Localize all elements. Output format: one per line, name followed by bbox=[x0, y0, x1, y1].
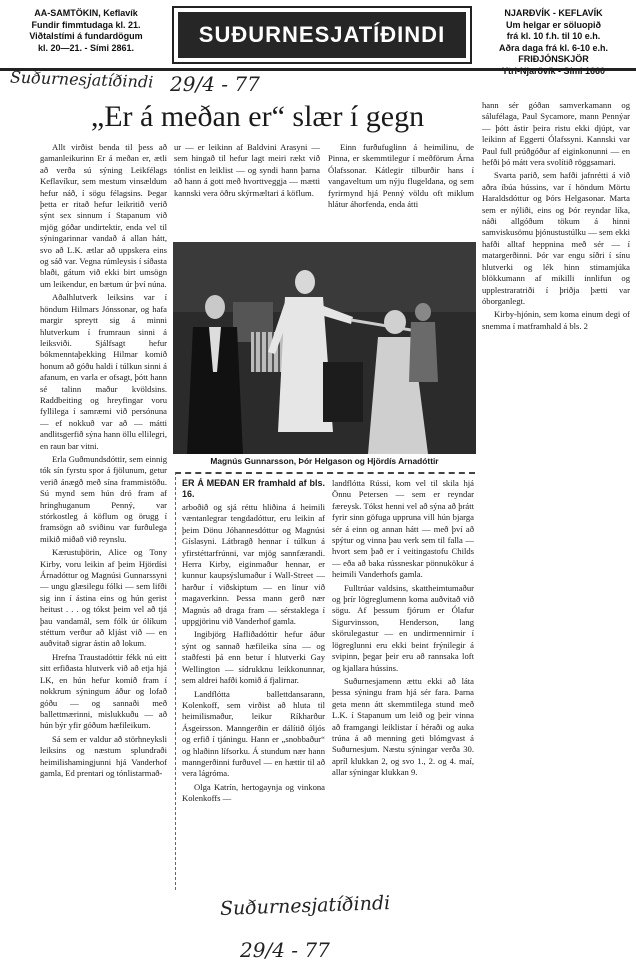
article-column-2 bbox=[174, 142, 320, 240]
handwritten-date-top: 29/4 - 77 bbox=[170, 72, 260, 96]
masthead-left-line: Fundir fimmtudaga kl. 21. bbox=[31, 19, 141, 30]
photo-caption: Magnús Gunnarsson, Þór Helgason og Hjördís Arnadóttir bbox=[210, 456, 439, 466]
paragraph: Kærustuþörin, Alice og Tony Kirby, voru leikin af þeim Hjördísi Árnadóttur og Magnúsi Gunnarssyni — ungu glæsilegu fólki — sem lifði sig inn í ástina eins og hún gerist heitust . . . og tókst þeim vel að tjá þau vandamál, sem fólk úr ólíkum stéttum verður að kljást við — en auðvitað sigrar ástin að lokum. bbox=[40, 547, 167, 649]
paragraph: ur — er leikinn af Baldvini Arasyni — sem hingað til hefur lagt meiri rækt við tónlist en leiklist — og syndi hann þarna að hann á gott með hvorttveggja — mætti kannski vera öðru skýrmæltari á köflum. bbox=[174, 142, 320, 198]
paragraph: Suðurnesjamenn ættu ekki að láta þessa sýningu fram hjá sér fara. Þarna geta menn átt skemmtilega stund með L.K. í Stapanum um leið og þeir vinna að framgangi leiklistar í héraði og auka trúna á að menning geti blómgvast á Suðurnesjum. Næstu sýningar verða 30. apríl klukkan 2, og svo 1., 2. og 4. maí, allar sýningar klukkan 9. bbox=[332, 675, 474, 778]
masthead-right-line: Aðra daga frá kl. 6-10 e.h. bbox=[498, 42, 609, 53]
masthead-right-ad bbox=[476, 8, 631, 77]
masthead-left-line: Viðtalstími á fundardögum bbox=[29, 31, 143, 41]
paragraph: landflótta Rússi, kom vel til skila hjá Önnu Petersen — sem er reyndar færeysk. Tókst henni vel að sýna að þrátt fyrir sinn göfuga uppruna vill hún bjarga sér á einn og annan hátt — með því að spýtur og vinna þau verk sem til falla — hvort sem það er í veitingastofu Childs — eða að baka rússneskar pönnukökur á heimili Vanderhofs gamla. bbox=[332, 478, 474, 580]
article-column-4 bbox=[482, 100, 630, 460]
continuation-column-right bbox=[332, 478, 474, 888]
paragraph: Sá sem er valdur að störhneyksli leiksins og næstum splundraði heimilishamingjunni hjá Vanderhof gamla, Ed prentari og tónlistarmað- bbox=[40, 733, 167, 778]
article-column-1 bbox=[40, 142, 167, 975]
masthead-right-line: frá kl. 10 f.h. til 10 e.h. bbox=[506, 31, 601, 41]
article-headline: „Er á meðan er“ slær í gegn bbox=[90, 100, 425, 133]
masthead-left-line: kl. 20—21. - Sími 2861. bbox=[37, 42, 135, 53]
paragraph: Fulltrúar valdsins, skattheimtumaður og þrír lögreglumenn koma auðvitað við sögu. Af þessum fjórum er Ólafur Sigurvinsson, Henderson, lang skörulegastur — en undirmennirnir í lögreglunni eru ekki beint frýnilegir á svipinn, þegar þeir eru að rannsaka loft og kjallara hússins. bbox=[332, 582, 474, 673]
paragraph: Landflótta ballettdansarann, Kolenkoff, sem virðist að hluta til heimilismaður, leikur Ríkharður Ásgeirsson. Manngerðin er dálítið óljós og erfið í tjáningu. Hann er „snobbaður“ og hlaðinn lífsorku. Á stundum nær hann manngerðinni furðuvel — en hættir til að vera lágróma. bbox=[182, 688, 325, 779]
paragraph: Erla Guðmundsdóttir, sem einnig tók sín fyrstu spor á fjölunum, getur verið ánægð með sína frammistöðu. Sú mynd sem hún dró fram af hringhuganum Penný, var stórkostleg á köflum og örugg í framsögn að sviðinu var furðulega mikið miðað við reynslu. bbox=[40, 453, 167, 544]
paragraph: Olga Katrín, hertogaynja og vinkona Kolenkoffs — bbox=[182, 781, 325, 804]
newspaper-logo-text: SUÐURNESJATÍÐINDI bbox=[178, 12, 466, 58]
article-column-3 bbox=[328, 142, 474, 240]
paragraph: Einn furðufuglinn á heimilinu, de Pinna, er skemmtilegur í meðförum Árna Ólafssonar. Kátlegir tilburðir hans í vangaveltum um nýju flugeldana, og sem fyrirmynd hjá Penný völdu oft miklum hlátur áhorfenda, enda átti bbox=[328, 142, 474, 210]
paragraph: arboðið og sjá réttu hliðina á heimili væntanlegrar tengdadóttur, eru leikin af þeim Dönu Jóhannesdóttur og Magnúsi Gíslasyni. Látbragð hennar í túlkun á yfirstéttarfrúnni, var mjög sannfærandi. Herra Kirby, eiginmaður hennar, er kunnur kaupsýslumaður í Wall-Street — harður í viðskiptum — en linur við magaverkinn. Þessa mann gerð nær Magnús að draga fram — sérstaklega í uppgjörinu við Vanderhof gamla. bbox=[182, 502, 325, 627]
handwritten-date-bottom: 29/4 - 77 bbox=[240, 938, 330, 962]
masthead-right-line: Um helgar er söluopið bbox=[505, 19, 601, 30]
masthead-left-line: AA-SAMTÖKIN, Keflavík bbox=[34, 8, 138, 18]
handwritten-source-top: Suðurnesjatíðindi bbox=[9, 67, 154, 92]
masthead-right-line: NJARÐVÍK - KEFLAVÍK bbox=[504, 8, 603, 18]
production-photo bbox=[173, 242, 476, 454]
paragraph: Kirby-hjónin, sem koma einum degi of snemma í matframhald á bls. 2 bbox=[482, 309, 630, 331]
paragraph: hann sér góðan samverkamann og sálufélaga, Paul Sycamore, mann Pennýar — þótt ástir þeira ristu ekki djúpt, var leikinn af Eggerti Ólafssyni. Kannski var Paul full prúðgóður af eiginkonunni — en hefði þó mátt vera svolítið röggsamari. bbox=[482, 100, 630, 168]
stage-photo-image bbox=[173, 242, 476, 454]
masthead-left-ad bbox=[6, 8, 166, 54]
masthead-right-line: FRIÐJÓNSKJÖR bbox=[518, 54, 589, 64]
paragraph: Ingibjörg Hafliðadóttir hefur áður sýnt og sannað hæfileika sína — og staðfesti þá enn betur í hlutverki Gay Wellington — sídrukknu leikkonunnar, sem aldrei hafði komið á fjalirnar. bbox=[182, 629, 325, 686]
paragraph: Hrefna Traustadóttir fékk nú eitt sitt erfiðasta hlutverk við að etja hjá LK, en hún hefur komið fram í nokkrum sýningum áður og lofað góðu — og sannaði með ballettmærinni, mislukkuðu — að hún býr yfir góðum hæfileikum. bbox=[40, 651, 167, 731]
paragraph: Svarta parið, sem hafði jafnrétti á við aðra íbúa hússins, var í höndum Mörtu Haraldsdóttur og Þórs Helgasonar. Marta sem er nýliði, eins og Þór reyndar líka, náði allgóðum tökum á hinni samviskusömu þjónustustúlku — sem ekki hafði alltaf heppnina með sér — í matargerðinni. Þór var engu síðri í sínu hlutverki og lék hinn stimamjúka blökkumann af mikilli innlifun og upplestraratriði í þriðja þætti var óborganlegt. bbox=[482, 170, 630, 306]
paragraph: Allt virðist benda til þess að gamanleikurinn Er á meðan er, ætli að verða sú sýning Leikfélags Keflavíkur, sem mestum vinsældum hefur náð, í sögu félagsins. Þegar þetta er ritað hefur leikritið verið sýnt sex sinnum í Stapanum við mjög góðar undirtektir, enda vel til sýningarinnar vandað á allan hátt, svo að L.K. ætlar að uppskera eins og sáð var. Vegna rúmleysis í síðasta blaði, gátum við ekki birt umsögn um leikendur, en bætum úr því núna. bbox=[40, 142, 167, 289]
handwritten-source-bottom: Suðurnesjatíðindi bbox=[219, 892, 391, 920]
continuation-heading: ER Á MEÐAN ER framhald af bls. 16. bbox=[182, 478, 325, 499]
continuation-column-left bbox=[182, 478, 325, 888]
paragraph: Aðalhlutverk leiksins var í höndum Hilmars Jónssonar, og hafa margir spreytt sig á minni hlutverkum í frumraun sinni á leiksviði. Sjálfsagt hefur bókmenntaþekking Hilmar komið honum að góðu haldi í túlkun sinni á afanum, en varla er ofsagt, þótt hann sé talinn maður kvöldsins. Raddbeiting og hreyfingar voru fyllilega í samræmi við persónuna — ef nokkuð var að — mátti andlitsgerfið sýna hann öllu ellilegri, en raun bar vitni. bbox=[40, 292, 167, 451]
newspaper-logo bbox=[172, 6, 472, 64]
